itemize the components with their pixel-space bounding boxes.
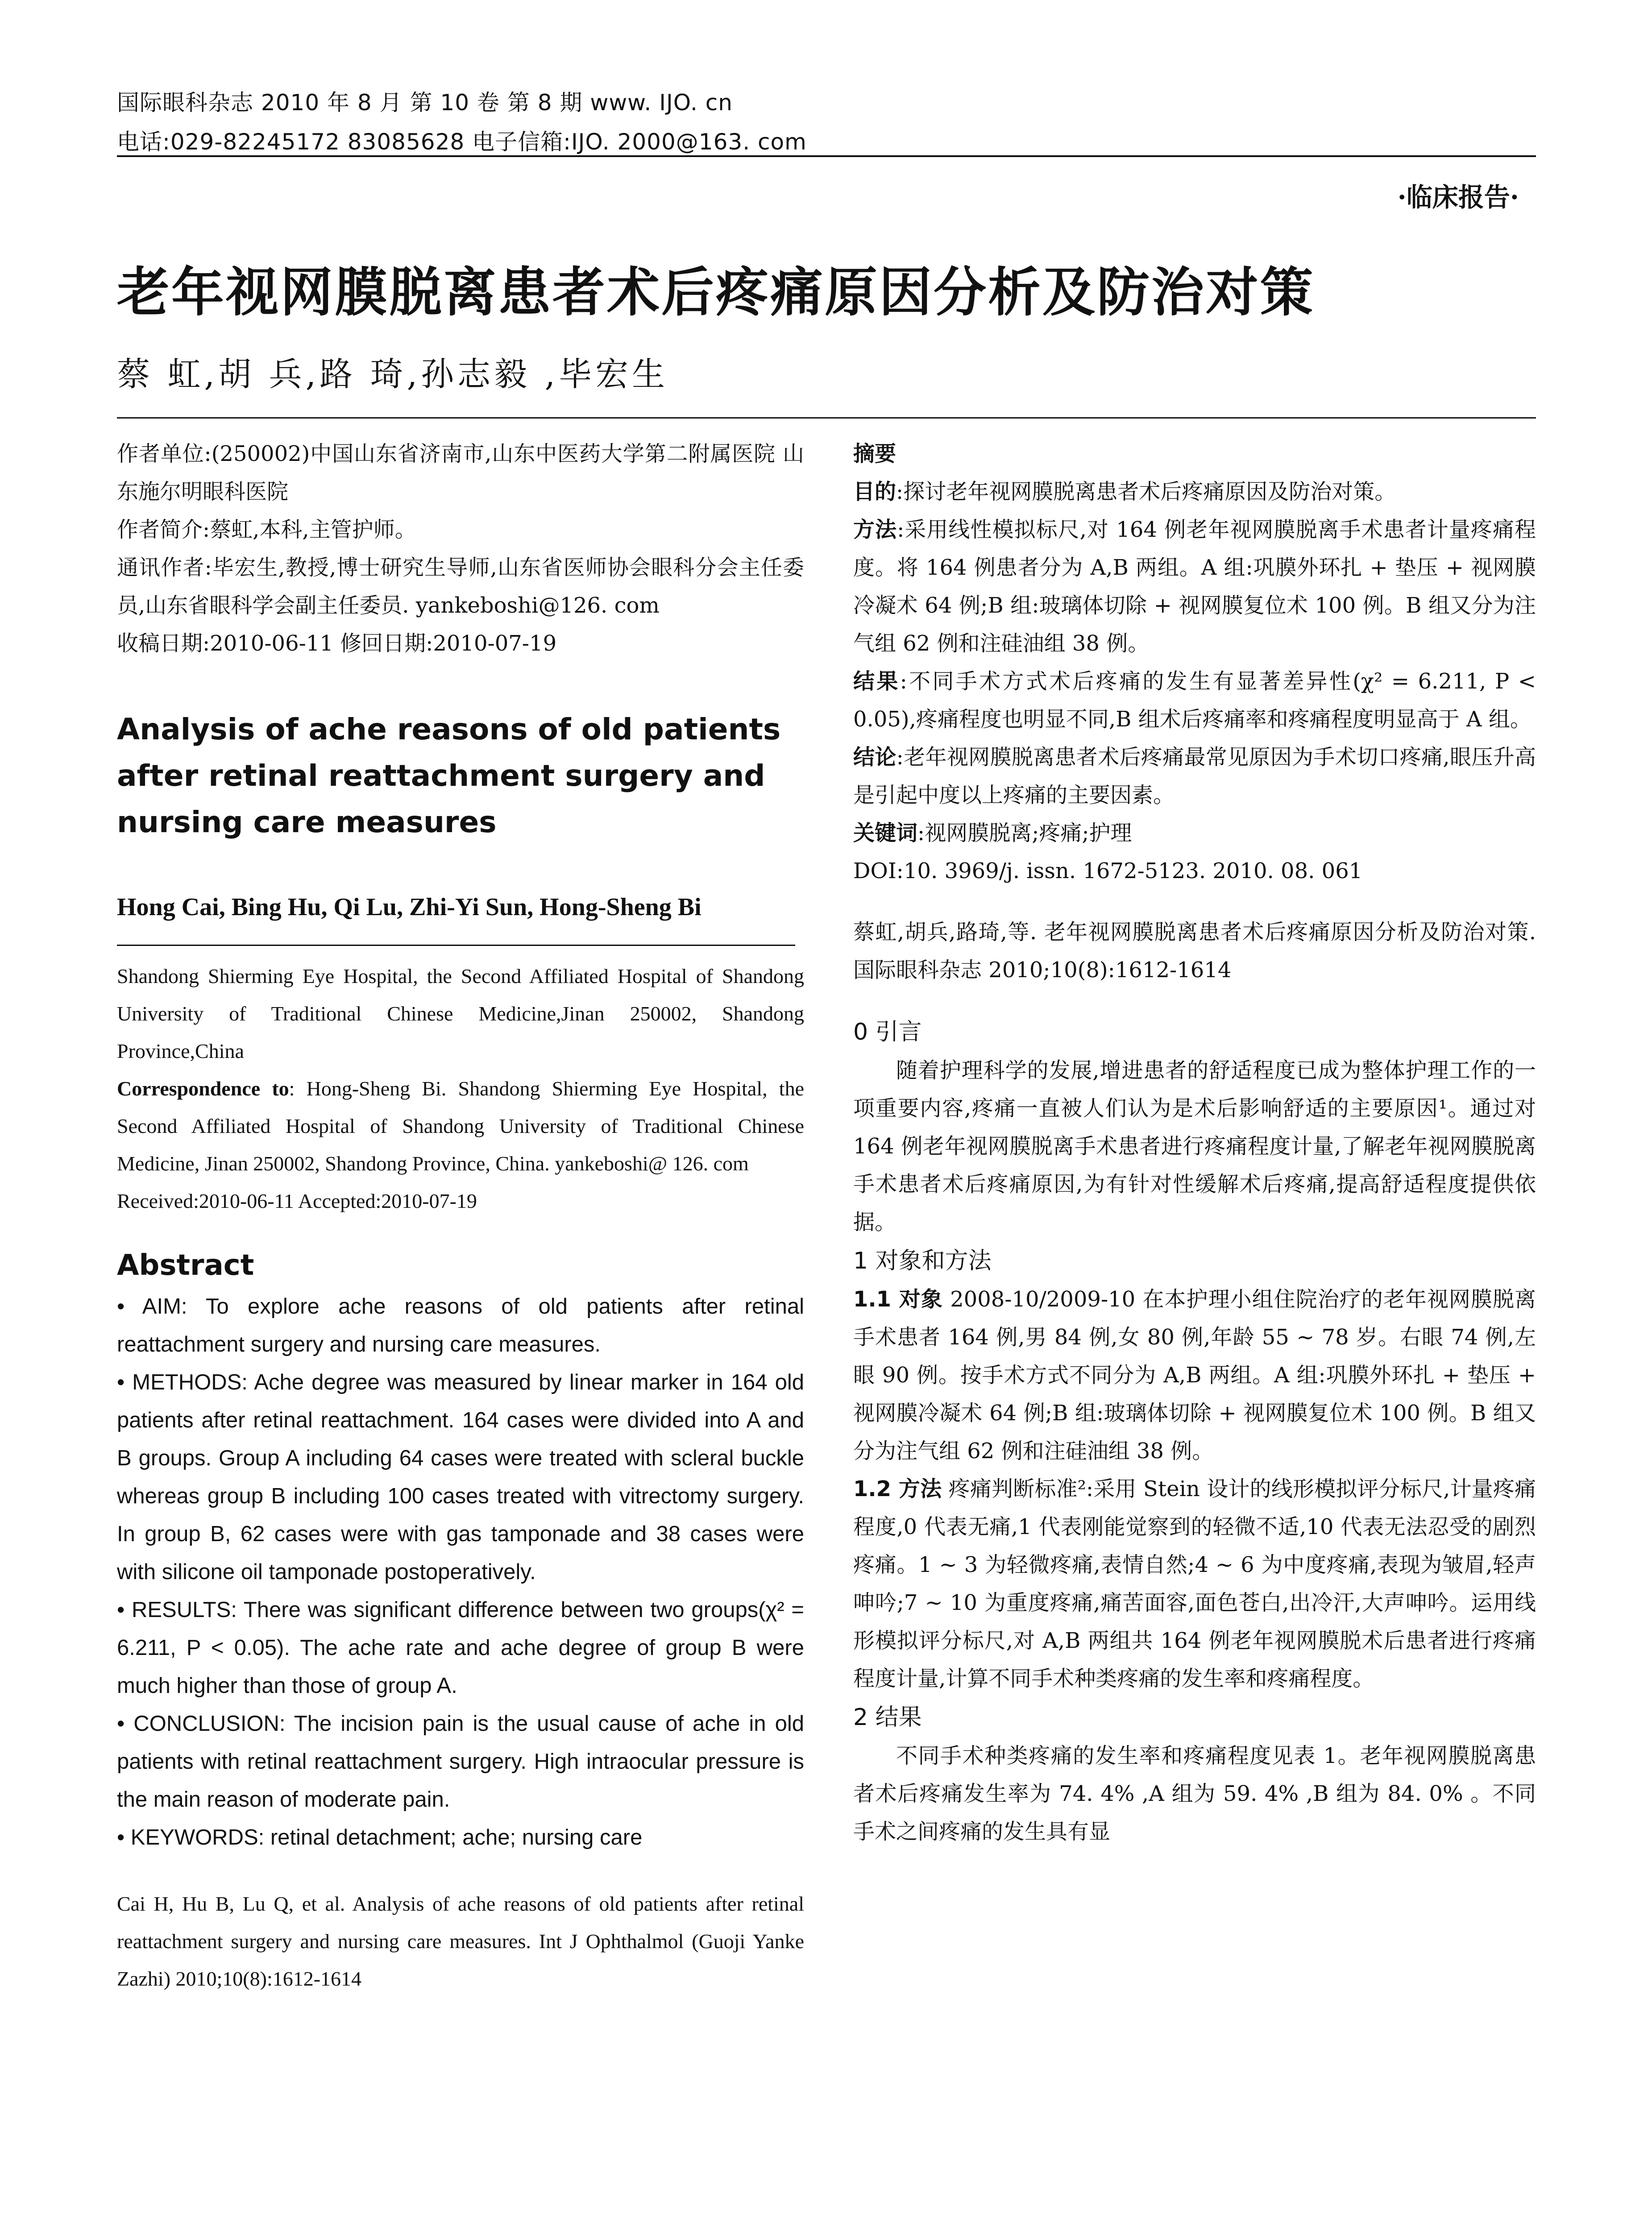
abstract-heading: Abstract xyxy=(117,1249,254,1282)
section-2-paragraph: 不同手术种类疼痛的发生率和疼痛程度见表 1。老年视网膜脱离患者术后疼痛发生率为 74. 4% ,A 组为 59. 4% ,B 组为 84. 0% 。不同手术之间疼痛的发生具有显 xyxy=(853,1743,1536,1844)
english-affiliation: Shandong Shierming Eye Hospital, the Second Affiliated Hospital of Shandong University of Traditional Chinese Medicine,Jinan 250002, Shandong Province,China xyxy=(117,965,804,1062)
header-rule xyxy=(117,155,1536,157)
cn-abstract-methods: 方法:采用线性模拟标尺,对 164 例老年视网膜脱离手术患者计量疼痛程度。将 164 例患者分为 A,B 两组。A 组:巩膜外环扎 + 垫压 + 视网膜冷凝术 64 例;B 组:玻璃体切除 + 视网膜复位术 100 例。B 组又分为注气组 62 例和注硅油组 38 例。 xyxy=(853,517,1536,656)
cn-abstract-keywords: 关键词:视网膜脱离;疼痛;护理 xyxy=(853,821,1132,846)
section-0-heading: 0 引言 xyxy=(853,1019,922,1045)
correspondence xyxy=(117,1070,804,1182)
correspondence-text: : Hong-Sheng Bi. Shandong Shierming Eye Hospital, the Second Affiliated Hospital of Shandong University of Traditional Chinese Medicine, Jinan 250002, Shandong Province, China. yankeboshi@ 126. com xyxy=(117,1077,804,1175)
author-bio: 作者简介:蔡虹,本科,主管护师。 xyxy=(117,517,416,542)
section-0-paragraph: 随着护理科学的发展,增进患者的舒适程度已成为整体护理工作的一项重要内容,疼痛一直被人们认为是术后影响舒适的主要原因¹。通过对 164 例老年视网膜脱离手术患者进行疼痛程度计量,了解老年视网膜脱离手术患者术后疼痛原因,为有针对性缓解术后疼痛,提高舒适程度提供依据。 xyxy=(853,1058,1536,1235)
section-2-heading: 2 结果 xyxy=(853,1704,922,1731)
correspondence-label: Correspondence to xyxy=(117,1077,289,1100)
chinese-citation: 蔡虹,胡兵,路琦,等. 老年视网膜脱离患者术后疼痛原因分析及防治对策. 国际眼科杂志 2010;10(8):1612-1614 xyxy=(853,920,1536,983)
english-received: Received:2010-06-11 Accepted:2010-07-19 xyxy=(117,1190,477,1212)
section-tag: ·临床报告· xyxy=(1397,182,1519,212)
english-title: Analysis of ache reasons of old patients after retinal reattachment surgery and nursing care measures xyxy=(117,712,781,839)
article-title: 老年视网膜脱离患者术后疼痛原因分析及防治对策 xyxy=(117,261,1315,323)
cn-abstract-heading: 摘要 xyxy=(853,441,897,466)
cn-abstract-results: 结果:不同手术方式术后疼痛的发生有显著差异性(χ² = 6.211, P < 0.05),疼痛程度也明显不同,B 组术后疼痛率和疼痛程度明显高于 A 组。 xyxy=(853,669,1536,732)
abstract-conclusion: • CONCLUSION: The incision pain is the usual cause of ache in old patients with retinal reattachment surgery. High intraocular pressure is the main reason of moderate pain. xyxy=(117,1712,804,1812)
journal-header-line2: 电话:029-82245172 83085628 电子信箱:IJO. 2000@163. com xyxy=(117,129,807,155)
section-1-1: 1.1 对象 2008-10/2009-10 在本护理小组住院治疗的老年视网膜脱离手术患者 164 例,男 84 例,女 80 例,年龄 55 ~ 78 岁。右眼 74 例,左眼 90 例。按手术方式不同分为 A,B 两组。A 组:巩膜外环扎 + 垫压 + 视网膜冷凝术 64 例;B 组:玻璃体切除 + 视网膜复位术 100 例。B 组又分为注气组 62 例和注硅油组 38 例。 xyxy=(853,1287,1536,1464)
corresponding-author: 通讯作者:毕宏生,教授,博士研究生导师,山东省医师协会眼科分会主任委员,山东省眼科学会副主任委员. yankeboshi@126. com xyxy=(117,555,804,618)
section-1-2: 1.2 方法 疼痛判断标准²:采用 Stein 设计的线形模拟评分标尺,计量疼痛程度,0 代表无痛,1 代表刚能觉察到的轻微不适,10 代表无法忍受的剧烈疼痛。1 ~ 3 为轻微疼痛,表情自然;4 ~ 6 为中度疼痛,表现为皱眉,轻声呻吟;7 ~ 10 为重度疼痛,痛苦面容,面色苍白,出冷汗,大声呻吟。运用线形模拟评分标尺,对 A,B 两组共 164 例老年视网膜脱术后患者进行疼痛程度计量,计算不同手术种类疼痛的发生率和疼痛程度。 xyxy=(853,1476,1536,1691)
title-rule xyxy=(117,417,1536,419)
right-column xyxy=(853,435,1536,1851)
abstract-methods: • METHODS: Ache degree was measured by linear marker in 164 old patients after retinal reattachment. 164 cases were divided into A and B groups. Group A including 64 cases were treated with scleral buckle whereas group B including 100 cases treated with vitrectomy surgery. In group B, 62 cases were with gas tamponade and 38 cases were with silicone oil tamponade postoperatively. xyxy=(117,1370,804,1584)
english-authors: Hong Cai, Bing Hu, Qi Lu, Zhi-Yi Sun, Hong-Sheng Bi xyxy=(117,893,701,921)
received-dates: 收稿日期:2010-06-11 修回日期:2010-07-19 xyxy=(117,631,557,656)
abstract-keywords: • KEYWORDS: retinal detachment; ache; nursing care xyxy=(117,1825,643,1849)
abstract-results: • RESULTS: There was significant difference between two groups(χ² = 6.211, P < 0.05). The ache rate and ache degree of group B were much higher than those of group A. xyxy=(117,1598,804,1698)
section-1-heading: 1 对象和方法 xyxy=(853,1248,992,1274)
left-column xyxy=(117,435,804,1998)
article-authors: 蔡 虹,胡 兵,路 琦,孙志毅 ,毕宏生 xyxy=(117,355,669,394)
journal-header-line1: 国际眼科杂志 2010 年 8 月 第 10 卷 第 8 期 www. IJO. cn xyxy=(117,90,733,116)
abstract-aim: • AIM: To explore ache reasons of old patients after retinal reattachment surgery and nursing care measures. xyxy=(117,1294,804,1356)
cn-abstract-aim: 目的:探讨老年视网膜脱离患者术后疼痛原因及防治对策。 xyxy=(853,479,1396,504)
cn-abstract-conclusion: 结论:老年视网膜脱离患者术后疼痛最常见原因为手术切口疼痛,眼压升高是引起中度以上疼痛的主要因素。 xyxy=(853,745,1536,808)
author-affiliation: 作者单位:(250002)中国山东省济南市,山东中医药大学第二附属医院 山东施尔明眼科医院 xyxy=(117,441,804,504)
doi: DOI:10. 3969/j. issn. 1672-5123. 2010. 08. 061 xyxy=(853,858,1363,883)
english-citation: Cai H, Hu B, Lu Q, et al. Analysis of ache reasons of old patients after retinal reattachment surgery and nursing care measures. Int J Ophthalmol (Guoji Yanke Zazhi) 2010;10(8):1612-1614 xyxy=(117,1892,804,1990)
author-info xyxy=(117,435,804,663)
